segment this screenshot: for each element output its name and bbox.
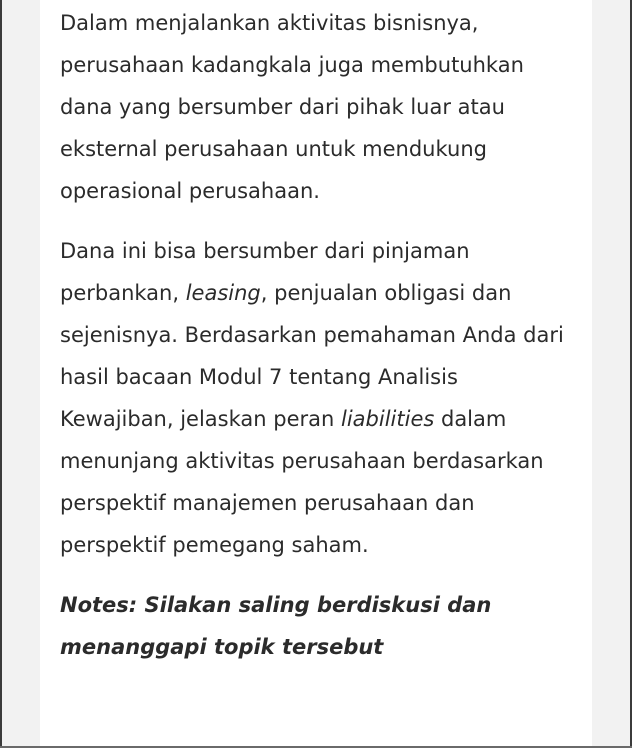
post-paragraph-2 [60, 230, 574, 566]
paragraph-2-text-part-1: Dana ini bisa bersumber dari pinjaman perbankan, [60, 239, 470, 305]
paragraph-2-text-part-2: , penjualan obligasi dan sejenisnya. Berdasarkan pemahaman Anda dari hasil bacaan Modul 7 tentang Analisis Kewajiban, jelaskan peran [60, 281, 564, 431]
discussion-notes: Notes: Silakan saling berdiskusi dan menanggapi topik tersebut [60, 593, 492, 659]
discussion-post-body [40, 0, 592, 748]
left-border [0, 0, 2, 748]
post-paragraph-1: Dalam menjalankan aktivitas bisnisnya, perusahaan kadangkala juga membutuhkan dana yang bersumber dari pihak luar atau eksternal perusahaan untuk mendukung operasional perusahaan. [60, 11, 524, 203]
term-leasing: leasing [185, 281, 261, 305]
paragraph-2-text-part-3: dalam menunjang aktivitas perusahaan berdasarkan perspektif manajemen perusahaan dan perspektif pemegang saham. [60, 407, 544, 557]
term-liabilities: liabilities [341, 407, 435, 431]
